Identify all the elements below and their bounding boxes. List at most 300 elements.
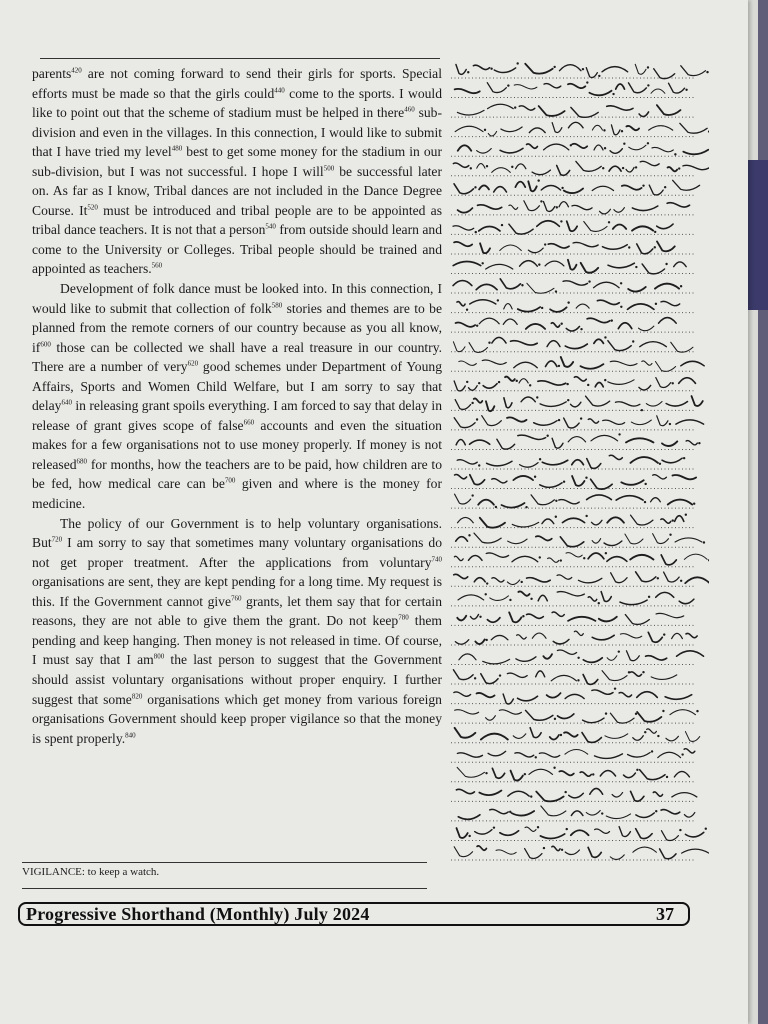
shorthand-stroke bbox=[509, 612, 521, 622]
shorthand-dot bbox=[672, 519, 674, 521]
shorthand-stroke bbox=[513, 476, 533, 480]
shorthand-dot bbox=[577, 679, 579, 681]
shorthand-dot bbox=[636, 769, 638, 771]
shorthand-stroke bbox=[479, 185, 489, 189]
shorthand-stroke bbox=[610, 713, 634, 723]
shorthand-stroke bbox=[520, 463, 539, 468]
shorthand-dot bbox=[604, 147, 606, 149]
shorthand-stroke bbox=[568, 437, 585, 442]
shorthand-stroke bbox=[595, 382, 603, 386]
shorthand-dot bbox=[558, 365, 560, 367]
shorthand-stroke bbox=[583, 658, 602, 663]
shorthand-dot bbox=[471, 402, 473, 404]
shorthand-stroke bbox=[518, 696, 538, 701]
shorthand-stroke bbox=[539, 106, 565, 116]
shorthand-stroke bbox=[576, 161, 601, 171]
shorthand-dot bbox=[679, 829, 681, 831]
word-count-marker: 540 bbox=[265, 222, 276, 231]
shorthand-stroke bbox=[628, 752, 650, 757]
shorthand-stroke bbox=[648, 632, 662, 642]
shorthand-dot bbox=[669, 534, 671, 536]
shorthand-stroke bbox=[563, 281, 587, 285]
shorthand-stroke bbox=[572, 205, 592, 209]
shorthand-dot bbox=[554, 718, 556, 720]
shorthand-stroke bbox=[591, 435, 618, 440]
shorthand-stroke bbox=[504, 304, 512, 309]
shorthand-dot bbox=[476, 418, 478, 420]
shorthand-stroke bbox=[673, 180, 700, 190]
shorthand-dot bbox=[644, 731, 646, 733]
shorthand-stroke bbox=[646, 402, 662, 407]
shorthand-dot bbox=[623, 143, 625, 145]
shorthand-stroke bbox=[602, 671, 627, 681]
shorthand-stroke bbox=[681, 361, 704, 366]
shorthand-stroke bbox=[609, 166, 621, 171]
shorthand-stroke bbox=[635, 64, 646, 74]
shorthand-stroke bbox=[684, 813, 694, 818]
shorthand-stroke bbox=[639, 385, 651, 390]
shorthand-stroke bbox=[558, 714, 574, 719]
shorthand-dot bbox=[696, 710, 698, 712]
shorthand-stroke bbox=[610, 855, 624, 860]
shorthand-stroke bbox=[568, 84, 585, 88]
word-count-marker: 800 bbox=[153, 652, 165, 661]
shorthand-stroke bbox=[639, 112, 649, 117]
shorthand-dot bbox=[560, 559, 562, 561]
shorthand-stroke bbox=[527, 283, 554, 293]
shorthand-stroke bbox=[630, 457, 657, 463]
shorthand-dot bbox=[529, 384, 531, 386]
shorthand-dot bbox=[642, 671, 644, 673]
shorthand-stroke bbox=[653, 534, 669, 544]
shorthand-dot bbox=[648, 596, 650, 598]
shorthand-stroke bbox=[654, 69, 675, 79]
shorthand-stroke bbox=[492, 337, 506, 343]
shorthand-dot bbox=[478, 464, 480, 466]
shorthand-stroke bbox=[453, 281, 472, 286]
shorthand-stroke bbox=[468, 386, 477, 391]
shorthand-stroke bbox=[661, 810, 680, 814]
shorthand-dot bbox=[605, 712, 607, 714]
passage-text-segment: must be introduced and tribal people are to be appointed as tribal dance teachers. It is not that a person bbox=[32, 202, 442, 238]
shorthand-dot bbox=[560, 220, 562, 222]
shorthand-stroke bbox=[547, 693, 561, 698]
shorthand-stroke bbox=[660, 849, 676, 859]
shorthand-stroke bbox=[527, 578, 551, 582]
shorthand-outlines-drawing bbox=[447, 60, 709, 890]
shorthand-stroke bbox=[457, 110, 484, 115]
shorthand-stroke bbox=[507, 673, 527, 677]
shorthand-stroke bbox=[488, 751, 506, 756]
shorthand-dot bbox=[490, 67, 492, 69]
shorthand-stroke bbox=[684, 554, 707, 559]
shorthand-dot bbox=[498, 381, 500, 383]
shorthand-stroke bbox=[665, 695, 692, 700]
shorthand-dot bbox=[481, 262, 483, 264]
shorthand-stroke bbox=[481, 734, 508, 740]
shorthand-dot bbox=[605, 552, 607, 554]
shorthand-dot bbox=[471, 494, 473, 496]
shorthand-stroke bbox=[514, 362, 538, 368]
word-count-marker: 840 bbox=[125, 731, 136, 740]
shorthand-stroke bbox=[559, 202, 568, 207]
shorthand-stroke bbox=[657, 224, 673, 229]
shorthand-dot bbox=[647, 66, 649, 68]
shorthand-stroke bbox=[518, 591, 529, 595]
shorthand-dot bbox=[524, 773, 526, 775]
shorthand-dot bbox=[647, 142, 649, 144]
shorthand-stroke bbox=[486, 264, 513, 269]
shorthand-stroke bbox=[488, 104, 514, 108]
passage-paragraph-3 bbox=[32, 514, 442, 749]
shorthand-stroke bbox=[453, 342, 465, 352]
shorthand-stroke bbox=[541, 185, 560, 190]
shorthand-stroke bbox=[639, 326, 654, 331]
shorthand-stroke bbox=[653, 792, 662, 796]
word-count-marker: 420 bbox=[71, 66, 82, 75]
shorthand-stroke bbox=[683, 165, 709, 169]
passage-text-segment: sub-division and even in the villages. In this connection, I would like to submit that I have tried my level bbox=[32, 105, 442, 160]
shorthand-stroke bbox=[620, 634, 641, 638]
passage-text-segment: best to get some money for the stadium in our sub-division, but I was not successful. I hope I will bbox=[32, 144, 443, 179]
shorthand-stroke bbox=[516, 657, 536, 662]
shorthand-stroke bbox=[588, 597, 597, 601]
shorthand-stroke bbox=[487, 461, 512, 466]
shorthand-stroke bbox=[588, 847, 601, 857]
shorthand-dot bbox=[555, 500, 557, 502]
shorthand-stroke bbox=[671, 342, 693, 352]
shorthand-stroke bbox=[642, 361, 652, 365]
shorthand-dot bbox=[522, 615, 524, 617]
shorthand-stroke bbox=[628, 83, 646, 93]
passage-text-segment: come to the sports. I would like to point out that the scheme of stadium must be helped in there bbox=[32, 85, 442, 121]
shorthand-dot bbox=[655, 810, 657, 812]
shorthand-dot bbox=[706, 71, 708, 73]
shorthand-dot bbox=[493, 826, 495, 828]
shorthand-stroke bbox=[496, 850, 516, 854]
shorthand-stroke bbox=[685, 577, 709, 583]
shorthand-stroke bbox=[561, 357, 573, 367]
shorthand-stroke bbox=[661, 555, 676, 565]
shorthand-dot bbox=[577, 657, 579, 659]
shorthand-stroke bbox=[668, 167, 678, 171]
shorthand-stroke bbox=[562, 518, 584, 522]
shorthand-dot bbox=[685, 514, 687, 516]
shorthand-stroke bbox=[453, 163, 468, 167]
shorthand-stroke bbox=[574, 377, 586, 381]
shorthand-stroke bbox=[636, 572, 656, 582]
shorthand-stroke bbox=[564, 732, 578, 736]
shorthand-stroke bbox=[456, 789, 474, 793]
shorthand-stroke bbox=[618, 323, 631, 329]
shorthand-stroke bbox=[481, 674, 498, 684]
shorthand-stroke bbox=[657, 241, 675, 251]
shorthand-stroke bbox=[628, 287, 646, 292]
shorthand-stroke bbox=[543, 202, 554, 212]
shorthand-stroke bbox=[594, 145, 603, 150]
shorthand-stroke bbox=[536, 671, 545, 677]
shorthand-stroke bbox=[486, 553, 508, 557]
shorthand-stroke bbox=[454, 556, 463, 560]
shorthand-dot bbox=[618, 650, 620, 652]
shorthand-stroke bbox=[532, 170, 550, 175]
shorthand-dot bbox=[620, 306, 622, 308]
shorthand-stroke bbox=[559, 771, 573, 775]
shorthand-stroke bbox=[592, 539, 601, 544]
shorthand-dot bbox=[580, 328, 582, 330]
shorthand-stroke bbox=[482, 416, 502, 426]
shorthand-stroke bbox=[524, 201, 540, 211]
shorthand-dot bbox=[672, 382, 674, 384]
shorthand-dot bbox=[538, 263, 540, 265]
shorthand-stroke bbox=[455, 640, 468, 645]
page-footer bbox=[18, 902, 690, 926]
shorthand-stroke bbox=[456, 537, 468, 542]
shorthand-stroke bbox=[487, 618, 500, 623]
shorthand-stroke bbox=[574, 631, 583, 635]
shorthand-dot bbox=[681, 753, 683, 755]
shorthand-dot bbox=[514, 106, 516, 108]
shorthand-stroke bbox=[560, 65, 581, 71]
shorthand-stroke bbox=[626, 167, 634, 172]
shorthand-stroke bbox=[672, 475, 696, 479]
shorthand-dot bbox=[539, 458, 541, 460]
shorthand-dot bbox=[602, 167, 604, 169]
shorthand-dot bbox=[486, 582, 488, 584]
shorthand-dot bbox=[530, 795, 532, 797]
shorthand-stroke bbox=[553, 639, 569, 644]
shorthand-dot bbox=[516, 62, 518, 64]
shorthand-stroke bbox=[583, 718, 604, 723]
shorthand-dot bbox=[698, 442, 700, 444]
shorthand-stroke bbox=[655, 361, 675, 371]
shorthand-stroke bbox=[541, 806, 566, 816]
shorthand-stroke bbox=[633, 847, 657, 852]
shorthand-stroke bbox=[542, 519, 554, 524]
shorthand-dot bbox=[618, 433, 620, 435]
shorthand-stroke bbox=[564, 189, 583, 194]
shorthand-stroke bbox=[572, 476, 584, 486]
shorthand-stroke bbox=[607, 106, 633, 110]
shorthand-dot bbox=[703, 541, 705, 543]
shorthand-stroke bbox=[637, 692, 658, 698]
shorthand-stroke bbox=[552, 438, 563, 448]
shorthand-stroke bbox=[586, 68, 597, 78]
shorthand-stroke bbox=[482, 360, 506, 364]
shorthand-stroke bbox=[630, 672, 641, 676]
shorthand-stroke bbox=[512, 522, 538, 527]
shorthand-dot bbox=[468, 835, 470, 837]
shorthand-dot bbox=[475, 231, 477, 233]
shorthand-stroke bbox=[580, 772, 591, 776]
shorthand-stroke bbox=[600, 771, 615, 776]
shorthand-stroke bbox=[545, 261, 564, 266]
shorthand-stroke bbox=[609, 455, 622, 459]
shorthand-stroke bbox=[615, 402, 639, 406]
passage-text-segment: from outside should learn and come to the University or Colleges. Tribal people should be trained and appointed as teachers. bbox=[32, 222, 442, 277]
shorthand-stroke bbox=[539, 753, 559, 757]
shorthand-stroke bbox=[625, 615, 649, 625]
shorthand-stroke bbox=[594, 754, 622, 759]
shorthand-stroke bbox=[599, 617, 617, 622]
passage-text-segment: for months, how the teachers are to be paid, how children are to be fed, how medical care can be bbox=[32, 456, 442, 492]
shorthand-stroke bbox=[686, 633, 697, 637]
shorthand-stroke bbox=[567, 221, 577, 231]
shorthand-stroke bbox=[589, 91, 611, 96]
passage-paragraph-1 bbox=[32, 64, 442, 279]
shorthand-dot bbox=[647, 84, 649, 86]
shorthand-stroke bbox=[557, 592, 584, 596]
shorthand-stroke bbox=[492, 479, 507, 483]
shorthand-stroke bbox=[685, 832, 703, 837]
shorthand-stroke bbox=[544, 144, 569, 150]
shorthand-stroke bbox=[586, 396, 610, 406]
shorthand-stroke bbox=[680, 123, 707, 133]
shorthand-stroke bbox=[652, 147, 673, 151]
shorthand-stroke bbox=[492, 168, 511, 173]
shorthand-stroke bbox=[458, 815, 480, 820]
shorthand-stroke bbox=[606, 814, 630, 819]
shorthand-stroke bbox=[483, 384, 497, 389]
shorthand-stroke bbox=[559, 500, 580, 504]
shorthand-stroke bbox=[455, 728, 476, 738]
shorthand-stroke bbox=[474, 578, 485, 582]
shorthand-stroke bbox=[528, 248, 543, 253]
shorthand-stroke bbox=[514, 85, 537, 89]
shorthand-stroke bbox=[456, 323, 476, 327]
shorthand-stroke bbox=[547, 341, 560, 347]
shorthand-stroke bbox=[455, 710, 479, 714]
shorthand-stroke bbox=[504, 398, 512, 408]
shorthand-dot bbox=[553, 767, 555, 769]
shorthand-dot bbox=[466, 308, 468, 310]
shorthand-dot bbox=[501, 224, 503, 226]
shorthand-dot bbox=[556, 206, 558, 208]
shorthand-dot bbox=[612, 93, 614, 95]
shorthand-stroke bbox=[536, 792, 563, 802]
shorthand-dot bbox=[561, 187, 563, 189]
shorthand-stroke bbox=[454, 847, 472, 857]
shorthand-dot bbox=[659, 463, 661, 465]
shorthand-stroke bbox=[458, 517, 474, 522]
shorthand-dot bbox=[566, 383, 568, 385]
shorthand-stroke bbox=[497, 439, 515, 449]
shorthand-stroke bbox=[607, 656, 617, 661]
shorthand-stroke bbox=[474, 398, 483, 402]
shorthand-stroke bbox=[583, 675, 598, 685]
shorthand-stroke bbox=[668, 500, 692, 505]
shorthand-stroke bbox=[571, 402, 581, 407]
shorthand-stroke bbox=[607, 557, 627, 562]
shorthand-dot bbox=[536, 396, 538, 398]
shorthand-dot bbox=[546, 435, 548, 437]
shorthand-stroke bbox=[454, 418, 475, 428]
shorthand-stroke bbox=[637, 712, 661, 722]
shorthand-stroke bbox=[459, 361, 477, 365]
shorthand-stroke bbox=[457, 460, 477, 464]
shorthand-stroke bbox=[492, 768, 504, 778]
shorthand-stroke bbox=[517, 635, 527, 639]
shorthand-dot bbox=[535, 756, 537, 758]
shorthand-stroke bbox=[490, 809, 509, 813]
passage-text-segment: Development of folk dance must be looked into. In this connection, I would like to submit that collection of folk bbox=[32, 281, 442, 316]
shorthand-stroke bbox=[458, 145, 472, 150]
shorthand-dot bbox=[567, 399, 569, 401]
shorthand-dot bbox=[635, 266, 637, 268]
shorthand-stroke bbox=[456, 440, 465, 445]
shorthand-stroke bbox=[658, 752, 681, 757]
shorthand-dot bbox=[525, 506, 527, 508]
shorthand-stroke bbox=[456, 64, 466, 74]
shorthand-stroke bbox=[527, 614, 544, 618]
passage-text-segment: those can be collected we shall have a real treasure in our country. There are a number of very bbox=[32, 339, 442, 375]
word-count-marker: 660 bbox=[243, 418, 255, 427]
shorthand-stroke bbox=[651, 498, 661, 502]
passage-text-segment: the last person to suggest that the Government should assist voluntary organisations without proper enquiry. I further suggest that some bbox=[32, 652, 442, 707]
shorthand-stroke bbox=[572, 460, 584, 465]
shorthand-stroke bbox=[676, 420, 704, 424]
shorthand-stroke bbox=[512, 556, 538, 561]
shorthand-stroke bbox=[611, 573, 627, 583]
shorthand-dot bbox=[580, 417, 582, 419]
page-number: 37 bbox=[656, 903, 674, 924]
shorthand-stroke bbox=[457, 767, 484, 777]
shorthand-stroke bbox=[543, 654, 552, 659]
shorthand-dot bbox=[560, 734, 562, 736]
shorthand-stroke bbox=[509, 224, 533, 234]
shorthand-stroke bbox=[557, 650, 576, 654]
passage-text-segment: given and where is the money for medicine. bbox=[32, 476, 442, 512]
shorthand-stroke bbox=[500, 279, 520, 289]
shorthand-stroke bbox=[457, 616, 466, 621]
shorthand-dot bbox=[474, 186, 476, 188]
shorthand-stroke bbox=[507, 580, 519, 585]
shorthand-stroke bbox=[457, 302, 465, 306]
footer-title: Progressive Shorthand (Monthly) July 2024 bbox=[26, 903, 370, 924]
shorthand-dot bbox=[468, 534, 470, 536]
shorthand-stroke bbox=[455, 494, 471, 504]
shorthand-stroke bbox=[511, 341, 538, 345]
shorthand-dot bbox=[657, 577, 659, 579]
shorthand-stroke bbox=[636, 829, 652, 839]
shorthand-stroke bbox=[630, 555, 653, 560]
shorthand-stroke bbox=[525, 849, 542, 859]
shorthand-dot bbox=[693, 503, 695, 505]
shorthand-dot bbox=[555, 516, 557, 518]
shorthand-dot bbox=[467, 71, 469, 73]
shorthand-stroke bbox=[571, 811, 583, 816]
shorthand-stroke bbox=[457, 753, 482, 757]
shorthand-stroke bbox=[672, 793, 697, 797]
shorthand-stroke bbox=[455, 126, 483, 131]
shorthand-dot bbox=[622, 167, 624, 169]
shorthand-dot bbox=[470, 167, 472, 169]
shorthand-stroke bbox=[587, 495, 612, 500]
shorthand-stroke bbox=[477, 149, 492, 154]
word-count-marker: 760 bbox=[231, 594, 242, 603]
shorthand-stroke bbox=[576, 304, 589, 308]
shorthand-stroke bbox=[624, 773, 636, 778]
shorthand-stroke bbox=[625, 534, 643, 544]
word-count-marker: 740 bbox=[431, 555, 442, 564]
shorthand-stroke bbox=[681, 66, 706, 76]
shorthand-stroke bbox=[479, 226, 500, 230]
shorthand-dot bbox=[555, 290, 557, 292]
shorthand-dot bbox=[680, 285, 682, 287]
shorthand-dot bbox=[521, 581, 523, 583]
shorthand-stroke bbox=[509, 205, 518, 209]
shorthand-stroke bbox=[586, 811, 600, 816]
